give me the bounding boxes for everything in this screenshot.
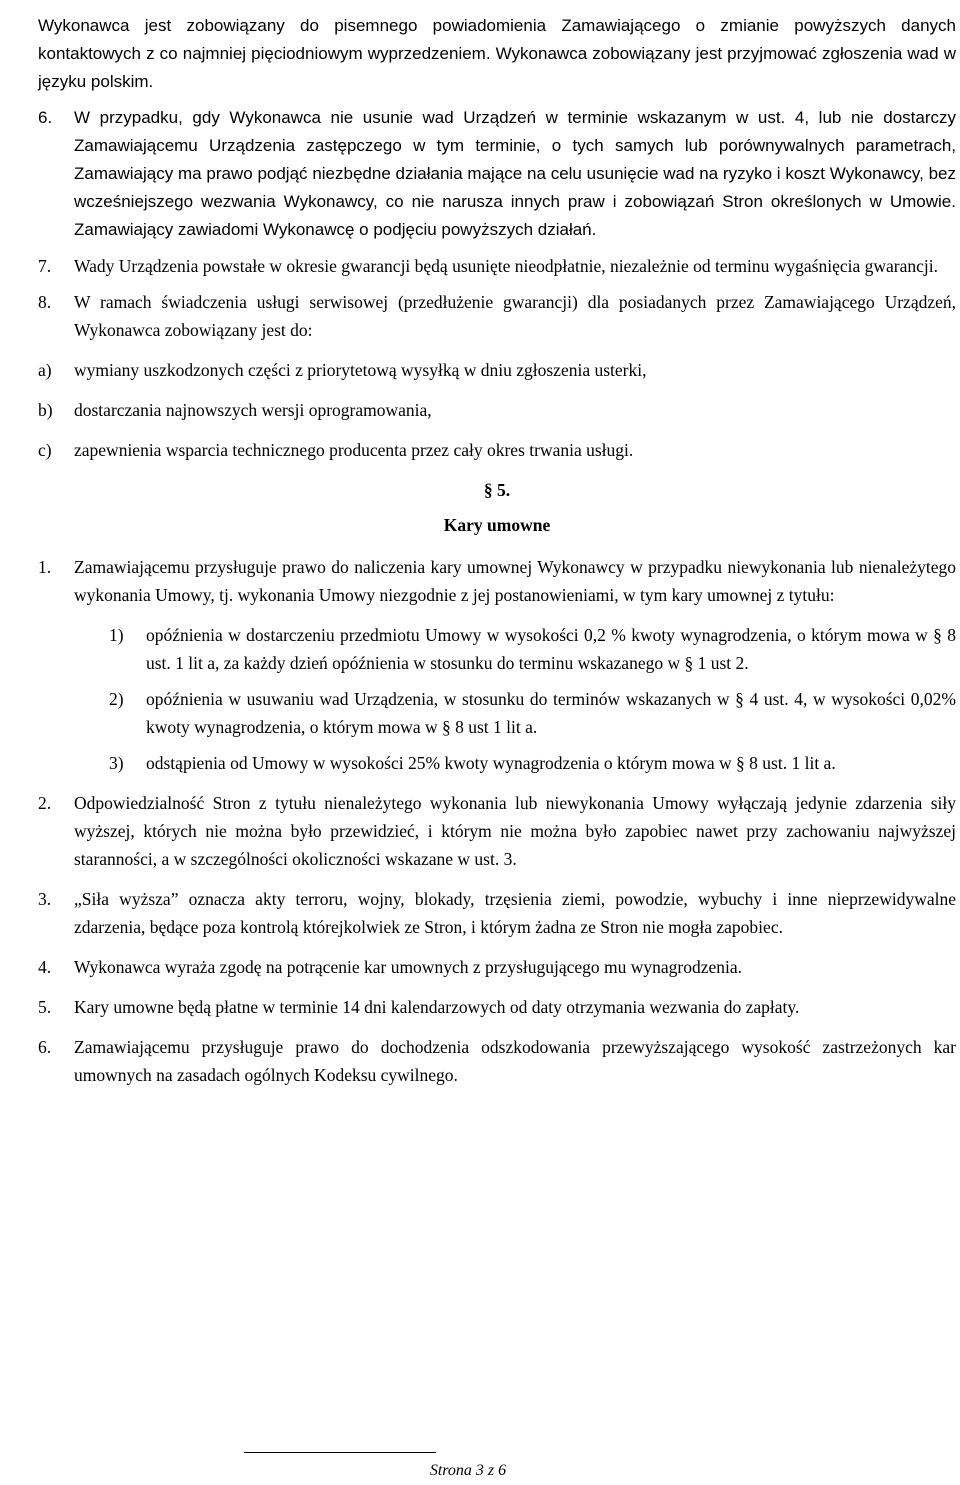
item-text: W ramach świadczenia usługi serwisowej (przedłużenie gwarancji) dla posiadanych przez Zamawiającego Urządzeń, Wykonawca zobowiązany jest do: xyxy=(74,292,956,340)
item-text: Zamawiającemu przysługuje prawo do dochodzenia odszkodowania przewyższającego wysokość zastrzeżonych kar umownych na zasadach ogólnych Kodeksu cywilnego. xyxy=(74,1037,956,1085)
sub-item-text: odstąpienia od Umowy w wysokości 25% kwoty wynagrodzenia o którym mowa w § 8 ust. 1 lit a. xyxy=(146,753,836,773)
letter-item xyxy=(38,396,956,424)
letter-item xyxy=(38,356,956,384)
sub-item xyxy=(109,685,956,741)
item-number: 7. xyxy=(38,256,52,276)
item-number: 5. xyxy=(38,997,52,1017)
sub-item-text: opóźnienia w usuwaniu wad Urządzenia, w stosunku do terminów wskazanych w § 4 ust. 4, w wysokości 0,02% kwoty wynagrodzenia, o którym mowa w § 8 ust 1 lit a. xyxy=(146,689,956,737)
list-item xyxy=(38,104,956,244)
letter-marker: a) xyxy=(38,360,52,380)
item-number: 1. xyxy=(38,557,52,577)
item-text: „Siła wyższa” oznacza akty terroru, wojny, blokady, trzęsienia ziemi, powodzie, wybuchy i inne nieprzewidywalne zdarzenia, będące poza kontrolą którejkolwiek ze Stron, i którym żadna ze Stron nie mogła zapobiec. xyxy=(74,889,956,937)
sub-item-number: 2) xyxy=(109,689,124,709)
list-item xyxy=(38,288,956,344)
letter-marker: b) xyxy=(38,400,53,420)
footer-divider xyxy=(244,1452,436,1453)
item-text: Zamawiającemu przysługuje prawo do naliczenia kary umownej Wykonawcy w przypadku niewykonania lub nienależytego wykonania Umowy, tj. wykonania Umowy niezgodnie z jej postanowieniami, w tym kary umownej z tytułu: xyxy=(74,557,956,605)
section-title: Kary umowne xyxy=(443,515,551,535)
list-item xyxy=(38,252,956,280)
item-text: Kary umowne będą płatne w terminie 14 dni kalendarzowych od daty otrzymania wezwania do zapłaty. xyxy=(74,997,800,1017)
document-page xyxy=(38,12,956,1089)
letter-text: wymiany uszkodzonych części z priorytetową wysyłką w dniu zgłoszenia usterki, xyxy=(74,360,647,380)
list-item xyxy=(38,953,956,981)
sub-item-text: opóźnienia w dostarczeniu przedmiotu Umowy w wysokości 0,2 % kwoty wynagrodzenia, o którym mowa w § 8 ust. 1 lit a, za każdy dzień opóźnienia w stosunku do terminu wskazanego w § 1 ust 2. xyxy=(146,625,956,673)
sub-item-number: 1) xyxy=(109,625,124,645)
item-text: W przypadku, gdy Wykonawca nie usunie wad Urządzeń w terminie wskazanym w ust. 4, lub nie dostarczy Zamawiającemu Urządzenia zastępczego w tym terminie, o tych samych lub porównywalnych parametrach, Zamawiający ma prawo podjąć niezbędne działania mające na celu usunięcie wad na ryzyko i koszt Wykonawcy, bez wcześniejszego wezwania Wykonawcy, co nie narusza innych praw i zobowiązań Stron określonych w Umowie. Zamawiający zawiadomi Wykonawcę o podjęciu powyższych działań. xyxy=(74,108,956,239)
letter-item xyxy=(38,436,956,464)
section-number: § 5. xyxy=(483,480,511,500)
page-footer xyxy=(0,1457,960,1485)
item-text: Wady Urządzenia powstałe w okresie gwarancji będą usunięte nieodpłatnie, niezależnie od terminu wygaśnięcia gwarancji. xyxy=(74,256,939,276)
page-number: Strona 3 z 6 xyxy=(429,1462,507,1479)
item-text: Odpowiedzialność Stron z tytułu nienależytego wykonania lub niewykonania Umowy wyłączają jedynie zdarzenia siły wyższej, których nie można było przewidzieć, i którym nie można było zapobiec nawet przy zachowaniu najwyższej staranności, a w szczególności okoliczności wskazane w ust. 3. xyxy=(74,793,956,869)
item-number: 6. xyxy=(38,1037,52,1057)
sub-item xyxy=(109,749,956,777)
letter-text: dostarczania najnowszych wersji oprogramowania, xyxy=(74,400,432,420)
item-number: 8. xyxy=(38,292,52,312)
letter-marker: c) xyxy=(38,440,52,460)
item-text: Wykonawca wyraża zgodę na potrącenie kar umownych z przysługującego mu wynagrodzenia. xyxy=(74,957,743,977)
list-item xyxy=(38,1033,956,1089)
sub-item xyxy=(109,621,956,677)
sub-item-number: 3) xyxy=(109,753,124,773)
list-item xyxy=(38,993,956,1021)
item-number: 3. xyxy=(38,889,52,909)
list-item xyxy=(38,789,956,873)
item-number: 2. xyxy=(38,793,52,813)
list-item xyxy=(38,885,956,941)
intro-paragraph: Wykonawca jest zobowiązany do pisemnego powiadomienia Zamawiającego o zmianie powyższych danych kontaktowych z co najmniej pięciodniowym wyprzedzeniem. Wykonawca zobowiązany jest przyjmować zgłoszenia wad w języku polskim. xyxy=(38,16,956,91)
letter-text: zapewnienia wsparcia technicznego producenta przez cały okres trwania usługi. xyxy=(74,440,634,460)
item-number: 6. xyxy=(38,108,53,127)
item-number: 4. xyxy=(38,957,52,977)
list-item xyxy=(38,553,956,609)
